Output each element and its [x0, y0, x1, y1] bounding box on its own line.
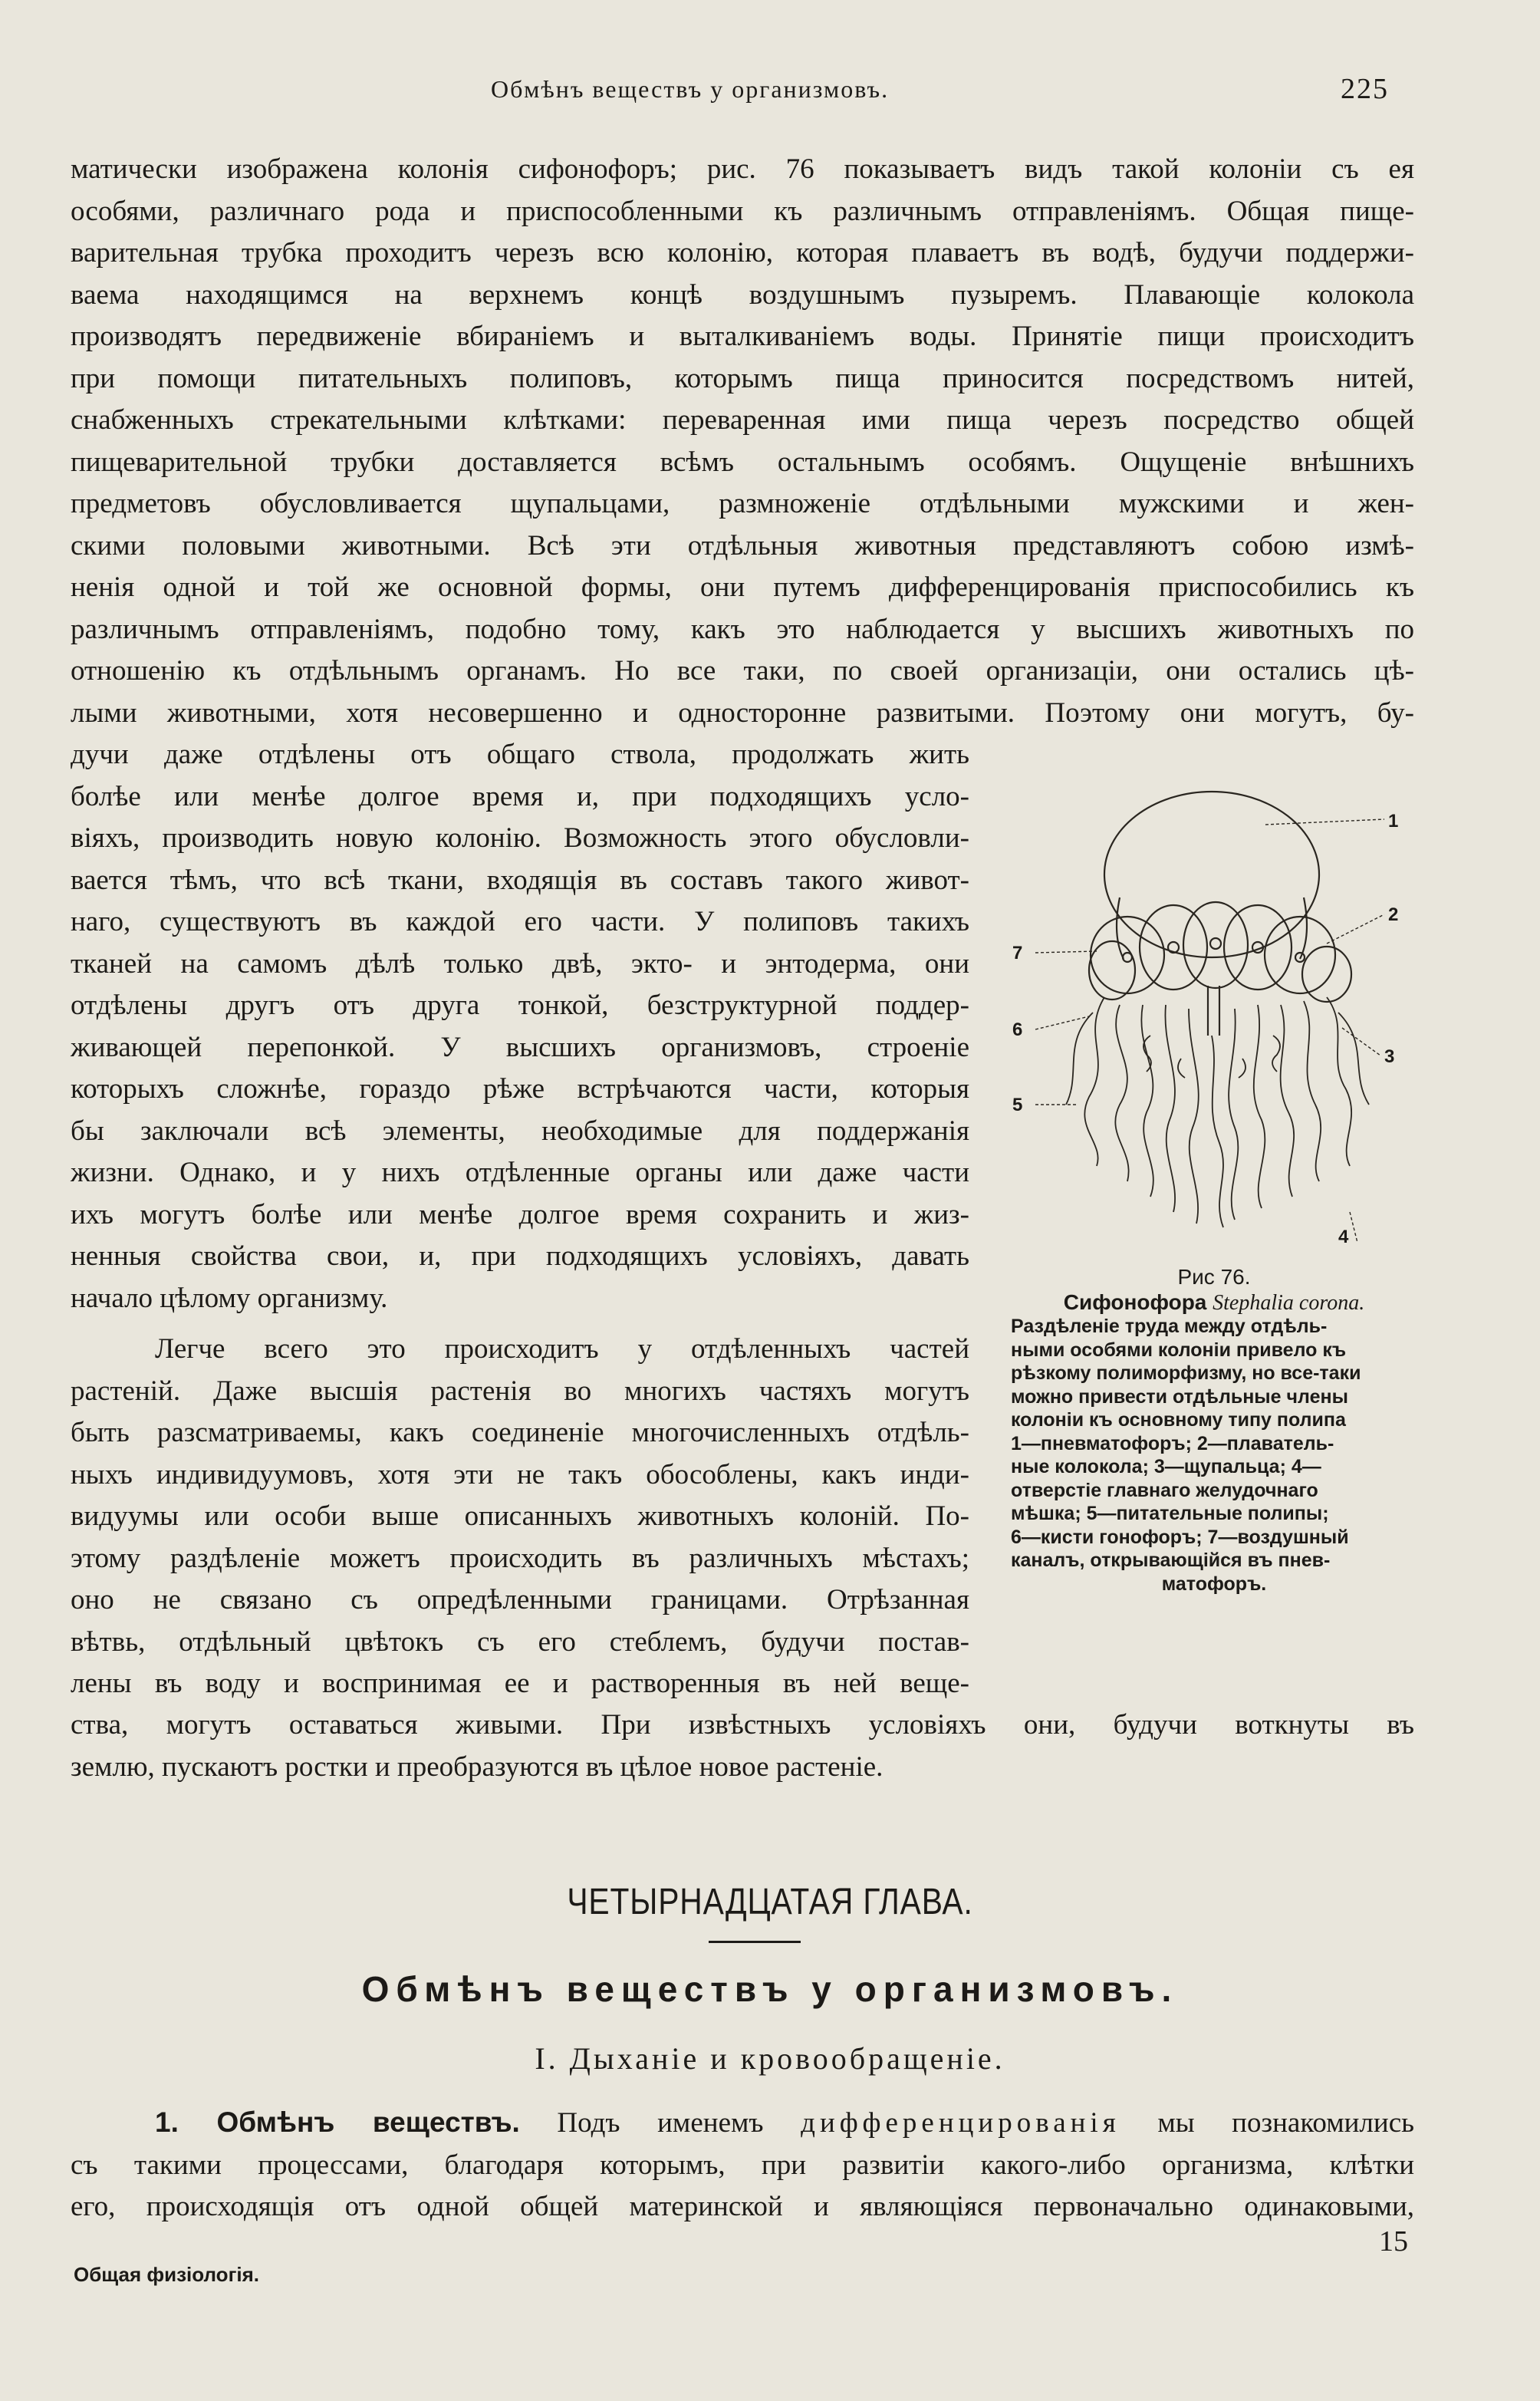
- chapter-title: Обмѣнъ веществъ у организмовъ.: [361, 1969, 1179, 2009]
- text-line: лыми животными, хотя несовершенно и односторонне развитыми. Поэтому они могутъ, бу-: [71, 697, 1414, 729]
- text-line: ваема находящимся на верхнемъ концѣ воздушнымъ пузыремъ. Плавающіе колокола: [71, 278, 1414, 311]
- text-line: землю, пускаютъ ростки и преобразуются въ цѣлое новое растеніе.: [71, 1751, 884, 1783]
- caption-species: Stephalia corona.: [1213, 1290, 1365, 1315]
- text-line: Легче всего это происходитъ у отдѣленныхъ частей: [155, 1333, 969, 1365]
- text-line: жизни. Однако, и у нихъ отдѣленные органы или даже части: [71, 1157, 969, 1188]
- footer-book-title: Общая физіологія.: [74, 2263, 260, 2286]
- figure-label-4: 4: [1338, 1227, 1349, 1247]
- caption-line: матофоръ.: [1161, 1573, 1267, 1595]
- text-line: варительная трубка проходитъ черезъ всю колонію, которая плаваетъ въ водѣ, будучи поддержи-: [71, 237, 1414, 268]
- text-run: Подъ именемъ: [519, 2107, 801, 2139]
- text-line: особями, различнаго рода и приспособленными къ различнымъ отправленіямъ. Общая пище-: [71, 195, 1414, 227]
- text-line: віяхъ, производить новую колонію. Возможность этого обусловли-: [71, 822, 969, 854]
- text-line: которыхъ сложнѣе, гораздо рѣже встрѣчаются части, которыя: [71, 1073, 969, 1105]
- caption-line: 1—пневматофоръ; 2—плаватель-: [1011, 1432, 1334, 1454]
- caption-line: Раздѣленіе труда между отдѣль-: [1011, 1316, 1328, 1337]
- text-line: быть разсматриваемы, какъ соединеніе многочисленныхъ отдѣль-: [71, 1417, 969, 1448]
- page-number: 225: [1341, 73, 1389, 105]
- text-line: лены въ воду и воспринимая ее и растворенныя въ ней веще-: [71, 1668, 969, 1699]
- text-line: отношенію къ отдѣльнымъ органамъ. Но все таки, по своей организаціи, они остались цѣ-: [71, 655, 1414, 687]
- text-line: ихъ могутъ болѣе или менѣе долгое время сохранить и жиз-: [71, 1198, 969, 1230]
- paragraph-full-width: [71, 1704, 1414, 1788]
- text-line: предметовъ обусловливается щупальцами, размноженіе отдѣльными мужскими и жен-: [71, 488, 1414, 519]
- running-head: [0, 75, 1540, 114]
- caption-line: мѣшка; 5—питательные полипы;: [1011, 1503, 1329, 1524]
- chapter-rule: [709, 1941, 801, 1943]
- section-heading: I. Дыханіе и кровообращеніе.: [535, 2041, 1005, 2076]
- text-line: этому раздѣленіе можетъ происходить въ различныхъ мѣстахъ;: [71, 1542, 969, 1574]
- caption-line: можно привести отдѣльные члены: [1011, 1385, 1348, 1408]
- figure-label-1: 1: [1388, 811, 1399, 832]
- caption-line: 6—кисти гонофоръ; 7—воздушный: [1011, 1526, 1349, 1548]
- text-line: при помощи питательныхъ полиповъ, которымъ пища приносится посредствомъ нитей,: [71, 362, 1414, 394]
- text-line: отдѣлены другъ отъ друга тонкой, безструктурной поддер-: [71, 990, 969, 1021]
- caption-line: каналъ, открывающійся въ пнев-: [1011, 1550, 1331, 1571]
- text-line: болѣе или менѣе долгое время и, при подходящихъ усло-: [71, 780, 969, 812]
- caption-line: ными особями колоніи привело къ: [1011, 1339, 1347, 1361]
- figure-caption: [1011, 1266, 1417, 1596]
- paragraph-bottom: [71, 2102, 1414, 2228]
- caption-number: Рис 76.: [1177, 1265, 1251, 1289]
- figure-label-6: 6: [1012, 1019, 1023, 1040]
- text-line: оно не связано съ опредѣленными границами. Отрѣзанная: [71, 1584, 969, 1615]
- caption-line: ные колокола; 3—щупальца; 4—: [1011, 1456, 1321, 1477]
- text-line: вается тѣмъ, что всѣ ткани, входящія въ составъ такого живот-: [71, 864, 969, 896]
- paragraph-left-2: [71, 1329, 969, 1705]
- text-line: [71, 2102, 1414, 2145]
- text-line: ства, могутъ оставаться живыми. При извѣстныхъ условіяхъ они, будучи воткнуты въ: [71, 1709, 1414, 1741]
- text-line: начало цѣлому организму.: [71, 1282, 388, 1314]
- text-line: производятъ передвиженіе вбираніемъ и выталкиваніемъ воды. Принятіе пищи происходитъ: [71, 321, 1414, 352]
- text-line: его, происходящія отъ одной общей материнской и являющіяся первоначально одинаковыми,: [71, 2191, 1414, 2222]
- figure-label-2: 2: [1388, 904, 1399, 925]
- text-line: ненныя свойства свои, и, при подходящихъ условіяхъ, давать: [71, 1240, 969, 1272]
- text-line: матически изображена колонія сифонофоръ; рис. 76 показываетъ видъ такой колоніи съ ея: [71, 153, 1414, 185]
- text-line: тканей на самомъ дѣлѣ только двѣ, экто- и энтодерма, они: [71, 947, 969, 980]
- text-line: наго, существуютъ въ каждой его части. У полиповъ такихъ: [71, 906, 969, 937]
- text-line: видуумы или особи выше описанныхъ животныхъ колоній. По-: [71, 1500, 969, 1532]
- paragraph-left-1: [71, 734, 969, 1319]
- caption-title-prefix: Сифонофора: [1063, 1289, 1207, 1314]
- text-line: различнымъ отправленіямъ, подобно тому, какъ это наблюдается у высшихъ животныхъ по: [71, 613, 1414, 645]
- signature-number: 15: [1379, 2225, 1408, 2258]
- text-line: живающей перепонкой. У высшихъ организмовъ, строеніе: [71, 1031, 969, 1063]
- paragraph-top: [71, 149, 1414, 734]
- text-line: вѣтвь, отдѣльный цвѣтокъ съ его стеблемъ, будучи постав-: [71, 1625, 969, 1658]
- figure-label-7: 7: [1012, 943, 1023, 963]
- subsection-lead: 1. Обмѣнъ веществъ.: [155, 2106, 520, 2138]
- text-line: ныхъ индивидуумовъ, хотя эти не такъ обособлены, какъ инди-: [71, 1458, 969, 1490]
- text-line: съ такими процессами, благодаря которымъ, при развитіи какого-либо организма, клѣтки: [71, 2149, 1414, 2181]
- text-line: дучи даже отдѣлены отъ общаго ствола, продолжать жить: [71, 739, 969, 770]
- text-line: растеній. Даже высшія растенія во многихъ частяхъ могутъ: [71, 1375, 969, 1407]
- running-head-title: Обмѣнъ веществъ у организмовъ.: [491, 75, 890, 103]
- text-line: бы заключали всѣ элементы, необходимые для поддержанія: [71, 1115, 969, 1147]
- spaced-word: дифференцированія: [801, 2107, 1120, 2139]
- chapter-heading: ЧЕТЫРНАДЦАТАЯ ГЛАВА.: [567, 1882, 973, 1922]
- text-run: мы познакомились: [1120, 2107, 1414, 2139]
- caption-line: рѣзкому полиморфизму, но все-таки: [1011, 1362, 1361, 1384]
- text-line: скими половыми животными. Всѣ эти отдѣльныя животныя представляютъ собою измѣ-: [71, 529, 1414, 562]
- text-line: снабженныхъ стрекательными клѣтками: переваренная ими пища черезъ посредство общей: [71, 404, 1414, 436]
- figure-label-3: 3: [1384, 1046, 1395, 1067]
- text-line: ненія одной и той же основной формы, они путемъ дифференцированія приспособились къ: [71, 571, 1414, 603]
- caption-line: колоніи къ основному типу полипа: [1011, 1409, 1346, 1431]
- caption-line: отверстіе главнаго желудочнаго: [1011, 1479, 1318, 1501]
- caption-title: [1011, 1291, 1417, 1316]
- text-line: пищеварительной трубки доставляется всѣмъ остальнымъ особямъ. Ощущеніе внѣшнихъ: [71, 446, 1414, 478]
- siphonophore-illustration: [989, 782, 1434, 1250]
- figure-label-5: 5: [1012, 1095, 1023, 1115]
